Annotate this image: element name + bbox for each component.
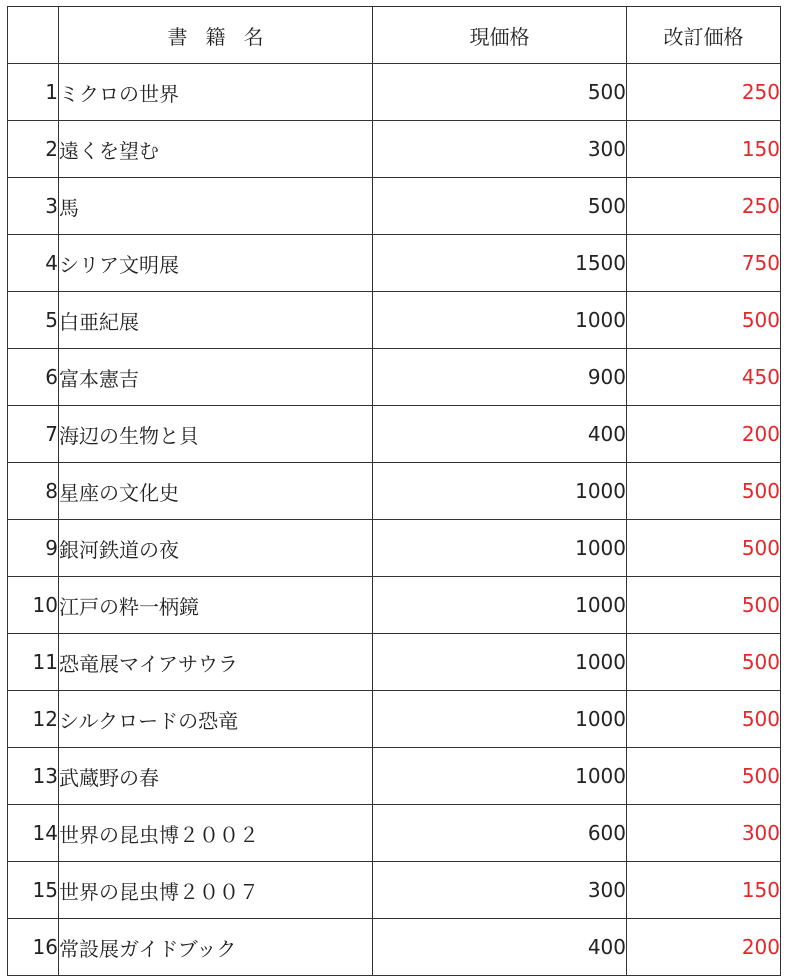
- current-price: 500: [373, 178, 627, 235]
- current-price: 600: [373, 805, 627, 862]
- row-number: 7: [8, 406, 59, 463]
- book-title: 馬: [59, 178, 373, 235]
- table-row: [8, 178, 781, 235]
- current-price: 1000: [373, 691, 627, 748]
- book-title: ミクロの世界: [59, 64, 373, 121]
- table-row: [8, 64, 781, 121]
- current-price: 1000: [373, 463, 627, 520]
- row-number: 13: [8, 748, 59, 805]
- current-price: 900: [373, 349, 627, 406]
- book-price-table: [7, 6, 781, 976]
- book-title: 銀河鉄道の夜: [59, 520, 373, 577]
- revised-price: 500: [627, 292, 781, 349]
- book-title: 世界の昆虫博２００２: [59, 805, 373, 862]
- revised-price: 500: [627, 634, 781, 691]
- current-price: 1500: [373, 235, 627, 292]
- table-row: [8, 634, 781, 691]
- current-price: 1000: [373, 520, 627, 577]
- book-title: 白亜紀展: [59, 292, 373, 349]
- row-number: 1: [8, 64, 59, 121]
- current-price: 1000: [373, 748, 627, 805]
- current-price: 400: [373, 406, 627, 463]
- table-row: [8, 520, 781, 577]
- header-book-title: 書籍名: [59, 7, 373, 64]
- book-title: 常設展ガイドブック: [59, 919, 373, 976]
- revised-price: 250: [627, 178, 781, 235]
- revised-price: 500: [627, 577, 781, 634]
- row-number: 2: [8, 121, 59, 178]
- row-number: 4: [8, 235, 59, 292]
- current-price: 300: [373, 121, 627, 178]
- revised-price: 500: [627, 748, 781, 805]
- revised-price: 150: [627, 121, 781, 178]
- header-row: [8, 7, 781, 64]
- row-number: 6: [8, 349, 59, 406]
- revised-price: 200: [627, 406, 781, 463]
- revised-price: 200: [627, 919, 781, 976]
- table-row: [8, 691, 781, 748]
- row-number: 9: [8, 520, 59, 577]
- table-row: [8, 121, 781, 178]
- table-row: [8, 577, 781, 634]
- revised-price: 250: [627, 64, 781, 121]
- revised-price: 450: [627, 349, 781, 406]
- table-row: [8, 805, 781, 862]
- table-row: [8, 862, 781, 919]
- row-number: 11: [8, 634, 59, 691]
- table-row: [8, 919, 781, 976]
- row-number: 15: [8, 862, 59, 919]
- book-title: 遠くを望む: [59, 121, 373, 178]
- book-title: 武蔵野の春: [59, 748, 373, 805]
- book-title: 星座の文化史: [59, 463, 373, 520]
- table-row: [8, 748, 781, 805]
- current-price: 1000: [373, 577, 627, 634]
- revised-price: 500: [627, 691, 781, 748]
- revised-price: 500: [627, 520, 781, 577]
- row-number: 14: [8, 805, 59, 862]
- book-title: 富本憲吉: [59, 349, 373, 406]
- book-title: 世界の昆虫博２００７: [59, 862, 373, 919]
- current-price: 500: [373, 64, 627, 121]
- table-row: [8, 463, 781, 520]
- header-number: [8, 7, 59, 64]
- table-row: [8, 349, 781, 406]
- book-title: 江戸の粋一柄鏡: [59, 577, 373, 634]
- price-list-sheet: [7, 6, 780, 976]
- current-price: 1000: [373, 634, 627, 691]
- row-number: 16: [8, 919, 59, 976]
- row-number: 5: [8, 292, 59, 349]
- revised-price: 300: [627, 805, 781, 862]
- current-price: 400: [373, 919, 627, 976]
- book-title: 海辺の生物と貝: [59, 406, 373, 463]
- current-price: 300: [373, 862, 627, 919]
- header-revised-price: 改訂価格: [627, 7, 781, 64]
- current-price: 1000: [373, 292, 627, 349]
- revised-price: 150: [627, 862, 781, 919]
- table-row: [8, 406, 781, 463]
- table-row: [8, 235, 781, 292]
- table-row: [8, 292, 781, 349]
- revised-price: 500: [627, 463, 781, 520]
- header-current-price: 現価格: [373, 7, 627, 64]
- row-number: 3: [8, 178, 59, 235]
- revised-price: 750: [627, 235, 781, 292]
- row-number: 8: [8, 463, 59, 520]
- book-title: シリア文明展: [59, 235, 373, 292]
- row-number: 10: [8, 577, 59, 634]
- book-title: 恐竜展マイアサウラ: [59, 634, 373, 691]
- row-number: 12: [8, 691, 59, 748]
- book-title: シルクロードの恐竜: [59, 691, 373, 748]
